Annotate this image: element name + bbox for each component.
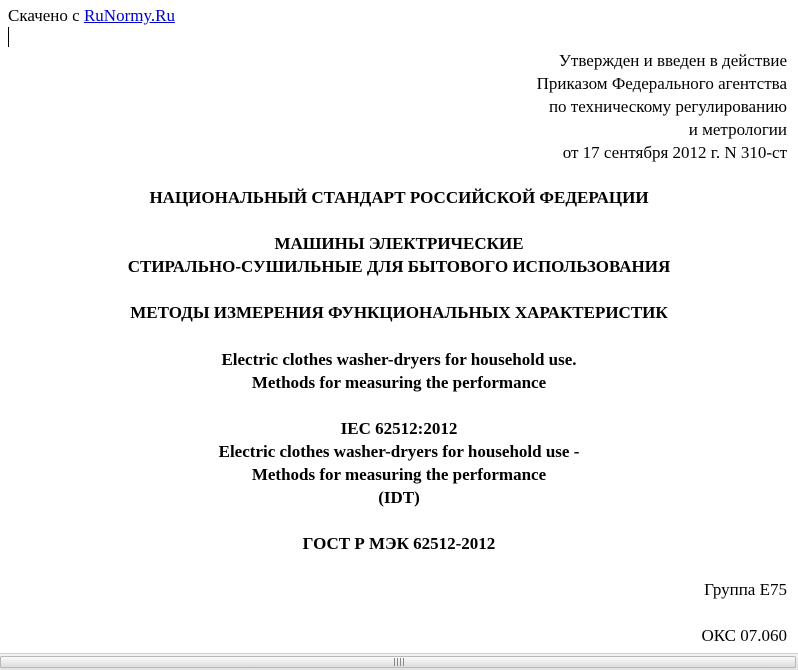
iec-title-line-2: Methods for measuring the performance [251,465,547,484]
iec-identity: (IDT) [378,488,420,507]
gost-number: ГОСТ Р МЭК 62512-2012 [302,534,496,553]
grip-icon [394,658,404,666]
approval-line: Приказом Федерального агентства [536,74,787,93]
approval-line: Утвержден и введен в действие [558,51,787,70]
english-title-line-1: Electric clothes washer-dryers for household use. [221,350,577,369]
oks-code: ОКС 07.060 [701,626,787,645]
national-standard-heading: НАЦИОНАЛЬНЫЙ СТАНДАРТ РОССИЙСКОЙ ФЕДЕРАЦИИ [149,188,649,207]
title-line-1: МАШИНЫ ЭЛЕКТРИЧЕСКИЕ [274,234,524,253]
document-subtitle: МЕТОДЫ ИЗМЕРЕНИЯ ФУНКЦИОНАЛЬНЫХ ХАРАКТЕРИСТИК [130,303,668,322]
title-line-2: СТИРАЛЬНО-СУШИЛЬНЫЕ ДЛЯ БЫТОВОГО ИСПОЛЬЗОВАНИЯ [127,257,671,276]
scrollbar-thumb[interactable] [0,656,796,668]
group-code: Группа Е75 [704,580,787,599]
approval-line: по техническому регулированию [548,97,787,116]
english-title [0,348,798,394]
text-cursor [8,27,9,47]
source-line [8,4,175,27]
approval-line: от 17 сентября 2012 г. N 310-ст [562,143,787,162]
approval-block [537,49,787,164]
source-prefix: Скачено с [8,6,84,25]
approval-line: и метрологии [688,120,787,139]
source-link[interactable]: RuNormy.Ru [83,6,175,25]
iec-reference [0,417,798,509]
iec-title-line-1: Electric clothes washer-dryers for household use - [218,442,580,461]
english-title-line-2: Methods for measuring the performance [251,373,547,392]
document-title [0,232,798,278]
iec-number: IEC 62512:2012 [340,419,458,438]
horizontal-scrollbar[interactable] [0,653,798,670]
